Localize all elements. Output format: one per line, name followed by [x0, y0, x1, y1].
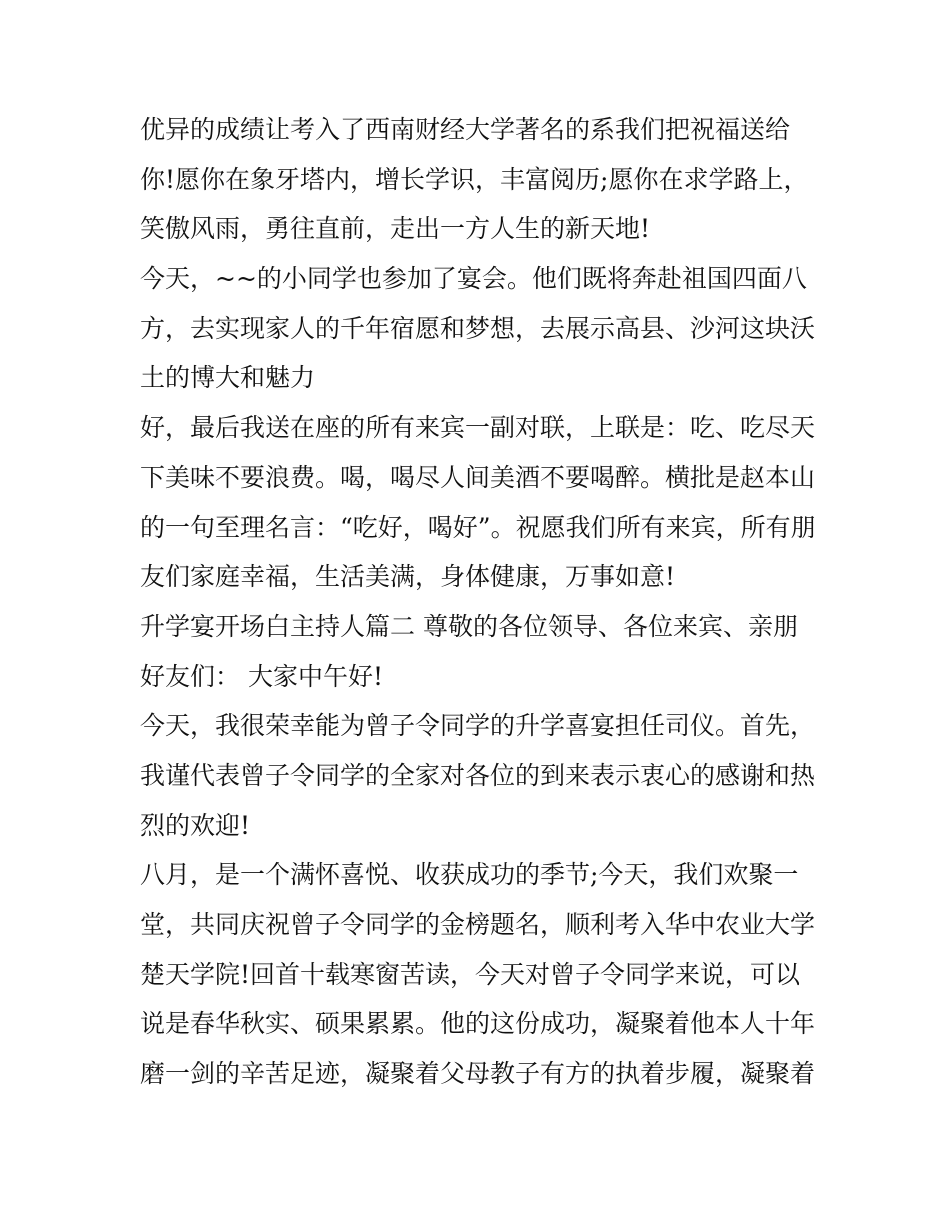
text-line: 下美味不要浪费。喝，喝尽人间美酒不要喝醉。横批是赵本山	[140, 462, 816, 492]
text-line: 今天，~~的小同学也参加了宴会。他们既将奔赴祖国四面八	[140, 264, 807, 294]
text-line: 土的博大和魅力	[140, 363, 316, 393]
text-line: 说是春华秋实、硕果累累。他的这份成功，凝聚着他本人十年	[140, 1009, 816, 1039]
text-line: 好，最后我送在座的所有来宾一副对联，上联是：吃、吃尽天	[140, 413, 816, 443]
text-line: 升学宴开场白主持人篇二 尊敬的各位领导、各位来宾、亲朋	[140, 611, 798, 641]
text-line: 好友们： 大家中午好!	[140, 661, 383, 691]
text-line: 磨一剑的辛苦足迹，凝聚着父母教子有方的执着步履，凝聚着	[140, 1059, 816, 1089]
text-line: 友们家庭幸福，生活美满，身体健康，万事如意!	[140, 562, 676, 592]
text-line: 你!愿你在象牙塔内，增长学识，丰富阅历;愿你在求学路上，	[140, 164, 809, 194]
text-line: 优异的成绩让考入了西南财经大学著名的系我们把祝福送给	[140, 115, 791, 144]
text-line: 笑傲风雨，勇往直前，走出一方人生的新天地!	[140, 214, 651, 244]
text-line: 的一句至理名言：“吃好，喝好”。祝愿我们所有来宾，所有朋	[140, 512, 816, 542]
text-line: 方，去实现家人的千年宿愿和梦想，去展示高县、沙河这块沃	[140, 313, 816, 343]
text-line: 我谨代表曾子令同学的全家对各位的到来表示衷心的感谢和热	[140, 760, 816, 790]
text-line: 今天，我很荣幸能为曾子令同学的升学喜宴担任司仪。首先，	[140, 711, 816, 741]
text-line: 堂，共同庆祝曾子令同学的金榜题名，顺利考入华中农业大学	[140, 910, 816, 939]
text-line: 楚天学院!回首十载寒窗苦读，今天对曾子令同学来说，可以	[140, 959, 801, 989]
document-body	[140, 105, 820, 1099]
text-line: 烈的欢迎!	[140, 810, 251, 840]
text-line: 八月，是一个满怀喜悦、收获成功的季节;今天，我们欢聚一	[140, 860, 799, 890]
